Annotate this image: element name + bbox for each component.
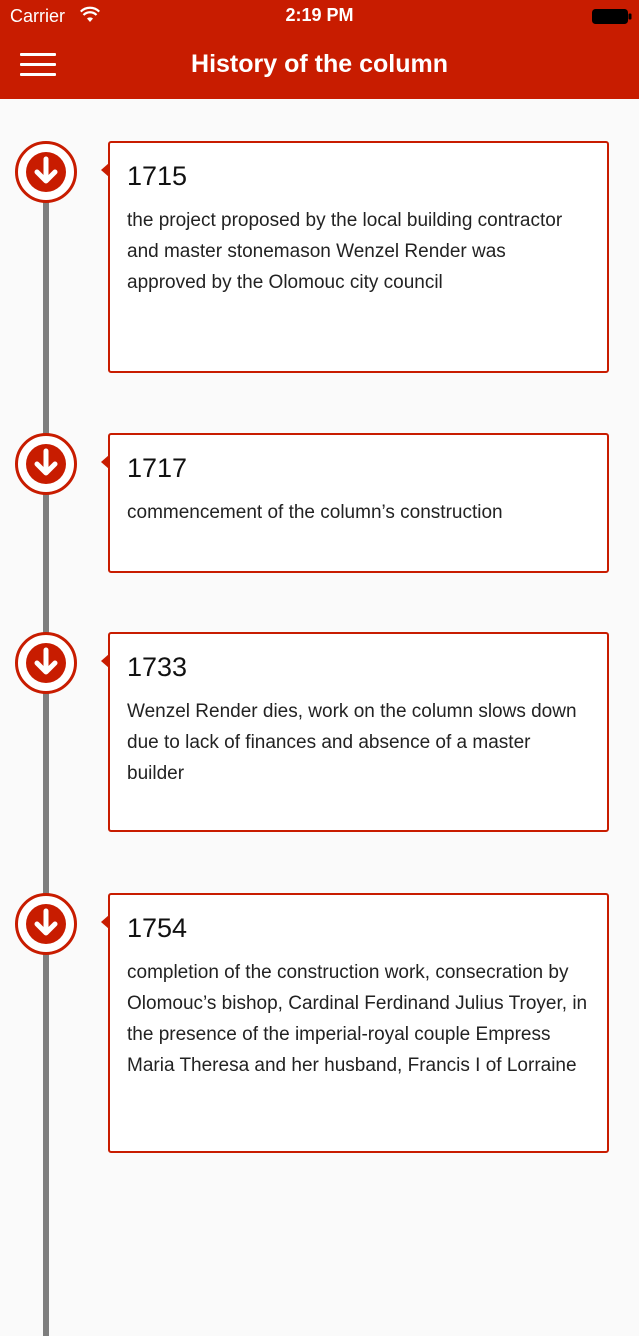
battery-icon: [592, 9, 632, 24]
timeline-item-year: 1733: [127, 652, 188, 682]
timeline-item-card: [108, 893, 609, 1153]
arrow-down-circle-icon: [15, 433, 77, 495]
timeline-item-card: [108, 141, 609, 373]
card-pointer: [101, 455, 109, 469]
timeline-item-card: [108, 632, 609, 832]
timeline[interactable]: [0, 99, 639, 1136]
timeline-item-text: commencement of the column’s construction: [127, 502, 503, 523]
app-header: [0, 0, 639, 99]
arrow-down-circle-icon: [15, 893, 77, 955]
timeline-item-card: [108, 433, 609, 573]
card-pointer: [101, 915, 109, 929]
timeline-item-year: 1715: [127, 161, 188, 191]
card-pointer: [101, 654, 109, 668]
arrow-down-circle-icon: [15, 632, 77, 694]
card-pointer: [101, 163, 109, 177]
page-title: History of the column: [191, 50, 448, 78]
timeline-line: [43, 200, 49, 1336]
timeline-item-year: 1754: [127, 913, 188, 943]
status-bar: [0, 0, 639, 33]
timeline-item-text: Wenzel Render dies, work on the column slows down due to lack of finances and absence of a master builder: [127, 701, 577, 784]
timeline-item-year: 1717: [127, 453, 188, 483]
arrow-down-circle-icon: [15, 141, 77, 203]
status-time: 2:19 PM: [285, 5, 354, 25]
carrier-label: Carrier: [10, 6, 66, 26]
timeline-item-text: the project proposed by the local building contractor and master stonemason Wenzel Render was approved by the Olomouc city council: [127, 210, 563, 293]
timeline-item-text: completion of the construction work, consecration by Olomouc’s bishop, Cardinal Ferdinand Julius Troyer, in the presence of the imperial-royal couple Empress Maria Theresa and her husband, Francis I of Lorraine: [127, 962, 588, 1076]
